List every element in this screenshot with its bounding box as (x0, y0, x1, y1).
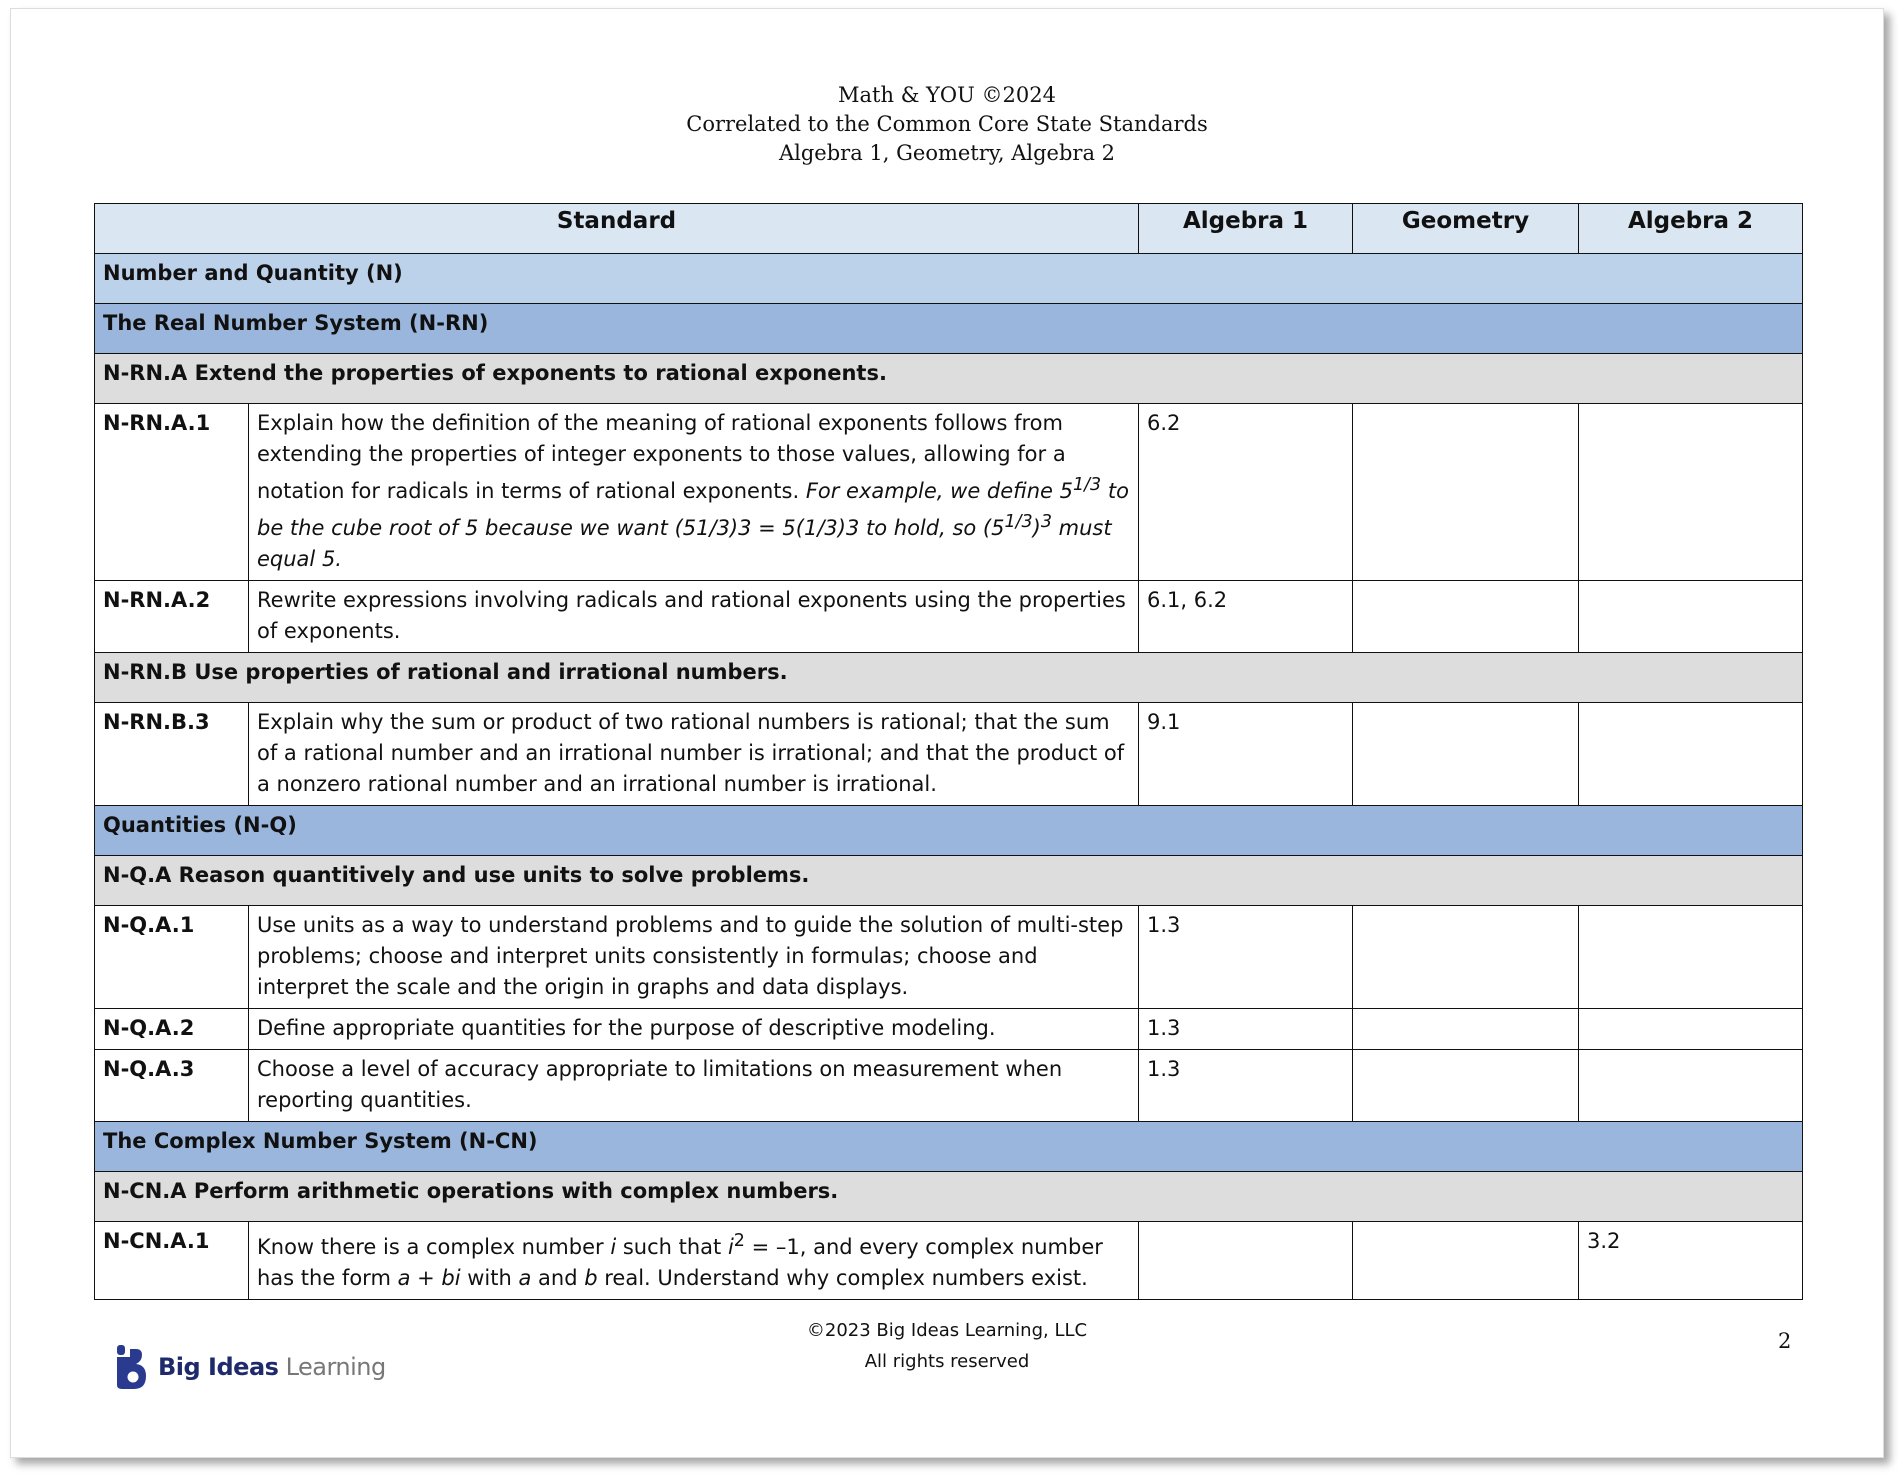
standard-description: Choose a level of accuracy appropriate to limitations on measurement when reporting quantities. (249, 1050, 1139, 1122)
standard-description: Rewrite expressions involving radicals and rational exponents using the properties of exponents. (249, 581, 1139, 653)
algebra2-cell (1579, 906, 1803, 1009)
algebra2-cell (1579, 703, 1803, 806)
table-row (95, 1009, 1803, 1050)
subcluster-row (95, 856, 1803, 906)
subcluster-title: N-RN.B Use properties of rational and irrational numbers. (95, 653, 1803, 703)
table-row (95, 1050, 1803, 1122)
geometry-cell (1353, 906, 1579, 1009)
standard-description: Explain why the sum or product of two rational numbers is rational; that the sum of a rational number and an irrational number is irrational; and that the product of a nonzero rational number and an irrational number is irrational. (249, 703, 1139, 806)
algebra2-cell (1579, 1050, 1803, 1122)
algebra1-cell: 9.1 (1139, 703, 1353, 806)
standards-table (94, 203, 1803, 1300)
cluster-title: Quantities (N-Q) (95, 806, 1803, 856)
domain-title: Number and Quantity (N) (95, 254, 1803, 304)
cluster-title: The Real Number System (N-RN) (95, 304, 1803, 354)
standard-code: N-Q.A.3 (95, 1050, 249, 1122)
header-geometry: Geometry (1353, 204, 1579, 254)
rights-text: All rights reserved (864, 1351, 1030, 1372)
table-row (95, 906, 1803, 1009)
table-row (95, 581, 1803, 653)
header-title: Math & YOU ©2024 (838, 83, 1056, 107)
algebra2-cell (1579, 404, 1803, 581)
algebra1-cell: 6.2 (1139, 404, 1353, 581)
publisher-logo (114, 1345, 386, 1389)
table-row (95, 404, 1803, 581)
document-header (11, 81, 1883, 168)
standard-code: N-RN.A.1 (95, 404, 249, 581)
header-standard: Standard (95, 204, 1139, 254)
algebra1-cell: 1.3 (1139, 1050, 1353, 1122)
standard-description: Explain how the definition of the meaning of rational exponents follows from extending the properties of integer exponents to those values, allowing for a notation for radicals in terms of rational exponents. For example, we define $5^{1/3}$ to be the cube root of 5 because we want (51/3)3 = 5(1/3)3 to hold, so $(5^{1/3})^3$ must equal 5. (249, 404, 1139, 581)
table-header-row (95, 204, 1803, 254)
header-algebra1: Algebra 1 (1139, 204, 1353, 254)
cluster-title: The Complex Number System (N-CN) (95, 1122, 1803, 1172)
header-algebra2: Algebra 2 (1579, 204, 1803, 254)
subcluster-row (95, 354, 1803, 404)
standard-description: Use units as a way to understand problems and to guide the solution of multi-step problems; choose and interpret units consistently in formulas; choose and interpret the scale and the origin in graphs and data displays. (249, 906, 1139, 1009)
subcluster-row (95, 653, 1803, 703)
geometry-cell (1353, 1222, 1579, 1300)
geometry-cell (1353, 1009, 1579, 1050)
algebra2-cell (1579, 581, 1803, 653)
subcluster-title: N-RN.A Extend the properties of exponents to rational exponents. (95, 354, 1803, 404)
logo-wordmark: Big Ideas Learning (158, 1353, 386, 1381)
document-page (10, 8, 1884, 1458)
example-text: For example, we define $5^{1/3}$ to be the cube root of 5 because we want (51/3)3 = 5(1/3)3 to hold, so $(5^{1/3})^3$ must equal 5. (257, 475, 1129, 571)
header-subtitle: Correlated to the Common Core State Standards (686, 112, 1208, 136)
copyright-text: ©2023 Big Ideas Learning, LLC (806, 1320, 1088, 1341)
geometry-cell (1353, 703, 1579, 806)
algebra1-cell: 1.3 (1139, 906, 1353, 1009)
algebra2-cell: 3.2 (1579, 1222, 1803, 1300)
standard-code: N-RN.B.3 (95, 703, 249, 806)
geometry-cell (1353, 404, 1579, 581)
domain-row (95, 254, 1803, 304)
geometry-cell (1353, 581, 1579, 653)
subcluster-title: N-CN.A Perform arithmetic operations with complex numbers. (95, 1172, 1803, 1222)
standard-description: Define appropriate quantities for the purpose of descriptive modeling. (249, 1009, 1139, 1050)
big-ideas-logo-icon (114, 1345, 148, 1389)
table-row (95, 1222, 1803, 1300)
geometry-cell (1353, 1050, 1579, 1122)
algebra1-cell (1139, 1222, 1353, 1300)
algebra2-cell (1579, 1009, 1803, 1050)
page-number: 2 (1778, 1329, 1792, 1353)
standard-code: N-Q.A.1 (95, 906, 249, 1009)
standard-code: N-Q.A.2 (95, 1009, 249, 1050)
cluster-row (95, 1122, 1803, 1172)
cluster-row (95, 806, 1803, 856)
algebra1-cell: 1.3 (1139, 1009, 1353, 1050)
table-row (95, 703, 1803, 806)
header-courses: Algebra 1, Geometry, Algebra 2 (778, 141, 1116, 165)
subcluster-title: N-Q.A Reason quantitively and use units to solve problems. (95, 856, 1803, 906)
standard-description: Know there is a complex number i such that $i^2 = -1$, and every complex number has the form a + bi with a and b real. Understand why complex numbers exist. (249, 1222, 1139, 1300)
cluster-row (95, 304, 1803, 354)
algebra1-cell: 6.1, 6.2 (1139, 581, 1353, 653)
standard-code: N-CN.A.1 (95, 1222, 249, 1300)
subcluster-row (95, 1172, 1803, 1222)
standard-code: N-RN.A.2 (95, 581, 249, 653)
